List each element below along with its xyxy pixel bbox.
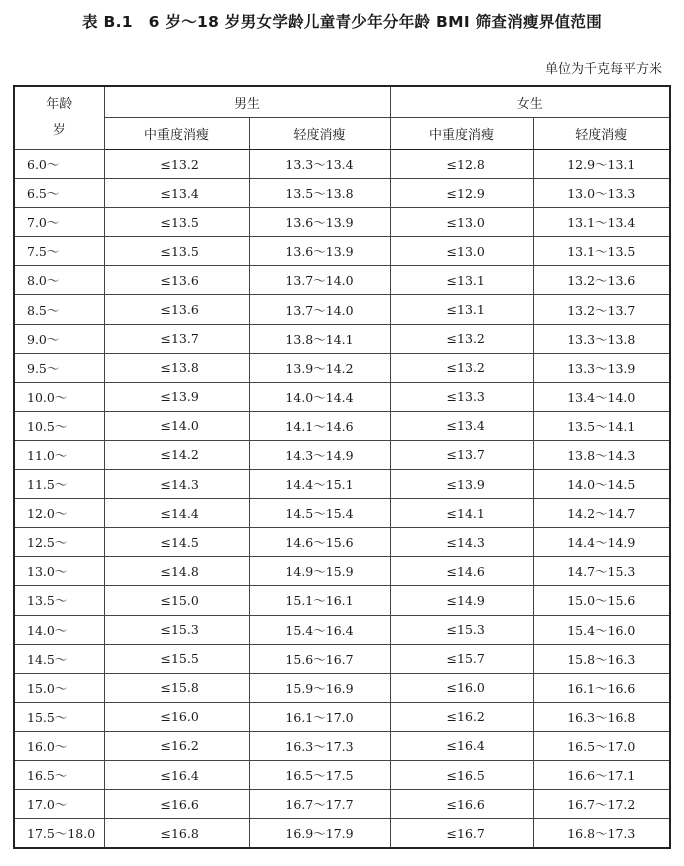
female-moderate-severe-cell: ≤13.7 (390, 440, 533, 469)
male-mild-cell: 14.0～14.4 (249, 382, 390, 411)
male-moderate-severe-cell: ≤16.0 (104, 702, 249, 731)
female-mild-cell: 14.7～15.3 (533, 557, 670, 586)
female-mild-cell: 13.3～13.9 (533, 353, 670, 382)
table-row (14, 179, 670, 208)
male-mild-cell: 16.1～17.0 (249, 702, 390, 731)
female-moderate-severe-cell: ≤15.7 (390, 644, 533, 673)
bmi-thinness-table (13, 85, 671, 849)
female-moderate-severe-cell: ≤13.3 (390, 382, 533, 411)
table-row (14, 731, 670, 760)
table-row (14, 411, 670, 440)
age-cell: 15.5～ (14, 702, 104, 731)
male-mild-cell: 13.7～14.0 (249, 295, 390, 324)
male-mild-cell: 14.4～15.1 (249, 470, 390, 499)
table-row (14, 382, 670, 411)
female-mild-cell: 13.3～13.8 (533, 324, 670, 353)
male-mild-header: 轻度消瘦 (249, 118, 390, 150)
age-cell: 6.0～ (14, 150, 104, 179)
male-moderate-severe-cell: ≤14.4 (104, 499, 249, 528)
male-moderate-severe-cell: ≤13.7 (104, 324, 249, 353)
female-moderate-severe-cell: ≤13.0 (390, 237, 533, 266)
age-cell: 13.5～ (14, 586, 104, 615)
table-row (14, 615, 670, 644)
male-mild-cell: 14.1～14.6 (249, 411, 390, 440)
male-moderate-severe-cell: ≤15.8 (104, 673, 249, 702)
age-cell: 7.0～ (14, 208, 104, 237)
male-mild-cell: 13.9～14.2 (249, 353, 390, 382)
male-moderate-severe-cell: ≤16.4 (104, 760, 249, 789)
male-moderate-severe-cell: ≤16.2 (104, 731, 249, 760)
male-moderate-severe-cell: ≤14.2 (104, 440, 249, 469)
table-row (14, 819, 670, 849)
male-mild-cell: 13.3～13.4 (249, 150, 390, 179)
age-cell: 14.0～ (14, 615, 104, 644)
male-mild-cell: 13.5～13.8 (249, 179, 390, 208)
female-mild-cell: 16.6～17.1 (533, 760, 670, 789)
female-mild-cell: 15.4～16.0 (533, 615, 670, 644)
male-mild-cell: 13.6～13.9 (249, 208, 390, 237)
female-mild-cell: 14.0～14.5 (533, 470, 670, 499)
male-mild-cell: 14.9～15.9 (249, 557, 390, 586)
table-row (14, 528, 670, 557)
table-row (14, 150, 670, 179)
female-mild-cell: 12.9～13.1 (533, 150, 670, 179)
table-row (14, 702, 670, 731)
male-mild-cell: 14.6～15.6 (249, 528, 390, 557)
female-mild-cell: 13.5～14.1 (533, 411, 670, 440)
female-moderate-severe-cell: ≤16.0 (390, 673, 533, 702)
male-moderate-severe-cell: ≤13.2 (104, 150, 249, 179)
age-cell: 10.5～ (14, 411, 104, 440)
male-moderate-severe-cell: ≤13.9 (104, 382, 249, 411)
female-mild-cell: 16.8～17.3 (533, 819, 670, 849)
age-cell: 8.5～ (14, 295, 104, 324)
male-moderate-severe-cell: ≤13.8 (104, 353, 249, 382)
male-mild-cell: 16.7～17.7 (249, 790, 390, 819)
age-cell: 9.0～ (14, 324, 104, 353)
female-moderate-severe-cell: ≤13.1 (390, 295, 533, 324)
age-cell: 16.5～ (14, 760, 104, 789)
age-cell: 14.5～ (14, 644, 104, 673)
age-header-line2: 岁 (52, 123, 66, 138)
age-header-line1: 年龄 (46, 97, 73, 112)
male-moderate-severe-cell: ≤13.5 (104, 208, 249, 237)
age-cell: 11.5～ (14, 470, 104, 499)
table-row (14, 499, 670, 528)
male-moderate-severe-cell: ≤16.6 (104, 790, 249, 819)
male-mild-cell: 14.3～14.9 (249, 440, 390, 469)
female-moderate-severe-cell: ≤16.5 (390, 760, 533, 789)
table-row (14, 266, 670, 295)
male-moderate-severe-cell: ≤14.0 (104, 411, 249, 440)
table-row (14, 644, 670, 673)
male-mild-cell: 15.6～16.7 (249, 644, 390, 673)
female-moderate-severe-cell: ≤16.7 (390, 819, 533, 849)
male-moderate-severe-cell: ≤13.5 (104, 237, 249, 266)
female-mild-cell: 14.4～14.9 (533, 528, 670, 557)
table-row (14, 353, 670, 382)
female-moderate-severe-cell: ≤13.2 (390, 324, 533, 353)
male-moderate-severe-cell: ≤14.5 (104, 528, 249, 557)
female-mild-cell: 16.3～16.8 (533, 702, 670, 731)
female-moderate-severe-cell: ≤14.6 (390, 557, 533, 586)
female-moderate-severe-cell: ≤14.3 (390, 528, 533, 557)
male-moderate-severe-cell: ≤15.3 (104, 615, 249, 644)
age-cell: 6.5～ (14, 179, 104, 208)
male-moderate-severe-cell: ≤14.8 (104, 557, 249, 586)
age-cell: 9.5～ (14, 353, 104, 382)
male-moderate-severe-header: 中重度消瘦 (104, 118, 249, 150)
male-moderate-severe-cell: ≤13.6 (104, 266, 249, 295)
table-row (14, 237, 670, 266)
female-mild-cell: 13.8～14.3 (533, 440, 670, 469)
table-row (14, 295, 670, 324)
female-mild-cell: 13.2～13.6 (533, 266, 670, 295)
female-mild-cell: 16.1～16.6 (533, 673, 670, 702)
age-cell: 12.5～ (14, 528, 104, 557)
male-moderate-severe-cell: ≤13.6 (104, 295, 249, 324)
female-mild-cell: 13.1～13.5 (533, 237, 670, 266)
age-cell: 17.5～18.0 (14, 819, 104, 849)
male-moderate-severe-cell: ≤14.3 (104, 470, 249, 499)
table-row (14, 760, 670, 789)
female-moderate-severe-cell: ≤14.9 (390, 586, 533, 615)
table-body (14, 150, 670, 849)
female-moderate-severe-cell: ≤12.8 (390, 150, 533, 179)
age-cell: 11.0～ (14, 440, 104, 469)
female-mild-cell: 13.2～13.7 (533, 295, 670, 324)
female-mild-cell: 16.5～17.0 (533, 731, 670, 760)
female-moderate-severe-header: 中重度消瘦 (390, 118, 533, 150)
male-mild-cell: 16.3～17.3 (249, 731, 390, 760)
age-cell: 12.0～ (14, 499, 104, 528)
female-moderate-severe-cell: ≤16.2 (390, 702, 533, 731)
male-mild-cell: 16.5～17.5 (249, 760, 390, 789)
age-cell: 7.5～ (14, 237, 104, 266)
female-mild-cell: 15.8～16.3 (533, 644, 670, 673)
table-row (14, 324, 670, 353)
male-mild-cell: 15.1～16.1 (249, 586, 390, 615)
male-moderate-severe-cell: ≤15.5 (104, 644, 249, 673)
male-mild-cell: 13.8～14.1 (249, 324, 390, 353)
female-moderate-severe-cell: ≤16.4 (390, 731, 533, 760)
female-mild-cell: 14.2～14.7 (533, 499, 670, 528)
female-moderate-severe-cell: ≤15.3 (390, 615, 533, 644)
table-row (14, 673, 670, 702)
female-mild-cell: 13.1～13.4 (533, 208, 670, 237)
female-moderate-severe-cell: ≤14.1 (390, 499, 533, 528)
age-cell: 10.0～ (14, 382, 104, 411)
female-moderate-severe-cell: ≤13.0 (390, 208, 533, 237)
male-moderate-severe-cell: ≤15.0 (104, 586, 249, 615)
table-row (14, 790, 670, 819)
table-row (14, 208, 670, 237)
male-header: 男生 (104, 86, 390, 118)
age-cell: 13.0～ (14, 557, 104, 586)
male-mild-cell: 16.9～17.9 (249, 819, 390, 849)
age-cell: 17.0～ (14, 790, 104, 819)
age-cell: 15.0～ (14, 673, 104, 702)
female-mild-cell: 16.7～17.2 (533, 790, 670, 819)
female-moderate-severe-cell: ≤13.9 (390, 470, 533, 499)
table-row (14, 557, 670, 586)
female-moderate-severe-cell: ≤13.2 (390, 353, 533, 382)
female-mild-cell: 13.0～13.3 (533, 179, 670, 208)
female-moderate-severe-cell: ≤13.1 (390, 266, 533, 295)
table-row (14, 440, 670, 469)
male-mild-cell: 15.4～16.4 (249, 615, 390, 644)
female-mild-cell: 13.4～14.0 (533, 382, 670, 411)
male-moderate-severe-cell: ≤13.4 (104, 179, 249, 208)
female-moderate-severe-cell: ≤12.9 (390, 179, 533, 208)
female-header: 女生 (390, 86, 670, 118)
male-moderate-severe-cell: ≤16.8 (104, 819, 249, 849)
female-moderate-severe-cell: ≤16.6 (390, 790, 533, 819)
female-mild-cell: 15.0～15.6 (533, 586, 670, 615)
male-mild-cell: 13.7～14.0 (249, 266, 390, 295)
age-cell: 16.0～ (14, 731, 104, 760)
age-cell: 8.0～ (14, 266, 104, 295)
unit-label: 单位为千克每平方米 (544, 62, 662, 77)
male-mild-cell: 15.9～16.9 (249, 673, 390, 702)
female-mild-header: 轻度消瘦 (533, 118, 670, 150)
age-header (14, 86, 104, 150)
female-moderate-severe-cell: ≤13.4 (390, 411, 533, 440)
male-mild-cell: 13.6～13.9 (249, 237, 390, 266)
table-row (14, 586, 670, 615)
table-row (14, 470, 670, 499)
table-title: 表 B.1 6 岁～18 岁男女学龄儿童青少年分年龄 BMI 筛查消瘦界值范围 (81, 13, 603, 31)
male-mild-cell: 14.5～15.4 (249, 499, 390, 528)
